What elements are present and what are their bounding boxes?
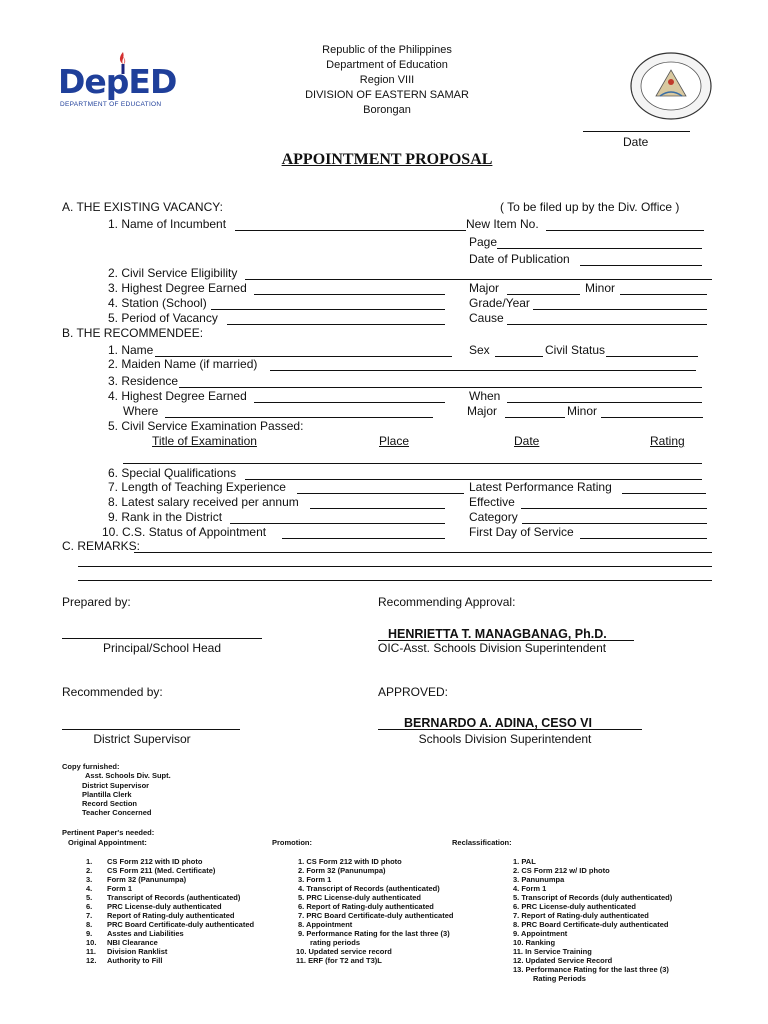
- sex-field[interactable]: [495, 356, 543, 357]
- date-label: Date: [623, 135, 649, 149]
- header-line-2: Department of Education: [326, 59, 448, 71]
- b9-label: 9. Rank in the District: [108, 510, 223, 524]
- orig-item: PRC License-duly authenticated: [107, 902, 222, 911]
- a4-label: 4. Station (School): [108, 296, 207, 310]
- approved-name: BERNARDO A. ADINA, CESO VI: [404, 716, 592, 730]
- b8-label: 8. Latest salary received per annum: [108, 495, 299, 509]
- date-pub-field[interactable]: [580, 265, 702, 266]
- seal-text: [630, 118, 712, 121]
- when-field[interactable]: [507, 402, 702, 403]
- a5-label: 5. Period of Vacancy: [108, 311, 218, 325]
- reclass-item: 1. PAL: [513, 857, 536, 866]
- col-rating: Rating: [650, 434, 685, 448]
- recommended-signature-line[interactable]: [62, 729, 240, 730]
- cause-field[interactable]: [507, 324, 707, 325]
- reclass-item: 7. Report of Rating-duly authenticated: [513, 911, 649, 920]
- a3-field[interactable]: [254, 294, 445, 295]
- orig-num: 10.: [86, 938, 97, 947]
- header-line-1: Republic of the Philippines: [322, 44, 452, 56]
- promo-item: 8. Appointment: [298, 920, 353, 929]
- b-minor-field[interactable]: [601, 417, 703, 418]
- orig-item: Division Ranklist: [107, 947, 168, 956]
- prepared-by-label: Prepared by:: [62, 595, 131, 609]
- b9-field[interactable]: [230, 523, 445, 524]
- a5-field[interactable]: [227, 324, 445, 325]
- orig-item: CS Form 211 (Med. Certificate): [107, 866, 216, 875]
- orig-num: 1.: [86, 857, 93, 866]
- original-label: Original Appointment:: [68, 838, 147, 847]
- where-field[interactable]: [165, 417, 433, 418]
- recommending-name: HENRIETTA T. MANAGBANAG, Ph.D.: [388, 627, 607, 641]
- header-line-5: Borongan: [363, 104, 411, 116]
- date-pub-label: Date of Publication: [469, 252, 570, 266]
- pertinent-label: Pertinent Paper's needed:: [62, 828, 155, 837]
- cause-label: Cause: [469, 311, 504, 325]
- promotion-label: Promotion:: [272, 838, 312, 847]
- reclass-label: Reclassification:: [452, 838, 512, 847]
- orig-item: PRC Board Certificate-duly authenticated: [107, 920, 255, 929]
- date-line: [583, 131, 690, 132]
- orig-num: 11.: [86, 947, 97, 956]
- reclass-item: 3. Panunumpa: [513, 875, 565, 884]
- sex-label: Sex: [469, 343, 490, 357]
- b10-field[interactable]: [282, 538, 445, 539]
- latest-perf-field[interactable]: [622, 493, 706, 494]
- orig-num: 5.: [86, 893, 93, 902]
- copy-furnished-label: Copy furnished:: [62, 762, 120, 771]
- b3-label: 3. Residence: [108, 374, 179, 388]
- orig-num: 7.: [86, 911, 93, 920]
- section-c-heading: C. REMARKS:: [62, 539, 141, 553]
- page-label: Page: [469, 235, 498, 249]
- promo-item: 1. CS Form 212 with ID photo: [298, 857, 402, 866]
- b4-field[interactable]: [254, 402, 445, 403]
- civil-status-label: Civil Status: [545, 343, 606, 357]
- orig-item: Form 32 (Panunumpa): [107, 875, 187, 884]
- approved-label: APPROVED:: [378, 685, 449, 699]
- b-major-label: Major: [467, 404, 498, 418]
- division-seal: [630, 52, 712, 120]
- reclass-item: 12. Updated Service Record: [513, 956, 613, 965]
- remarks-line-1[interactable]: [134, 552, 712, 553]
- b-minor-label: Minor: [567, 404, 598, 418]
- a2-field[interactable]: [245, 279, 712, 280]
- orig-num: 4.: [86, 884, 93, 893]
- deped-logo: [58, 50, 176, 112]
- effective-field[interactable]: [521, 508, 707, 509]
- cf-item-2: District Supervisor: [82, 781, 150, 790]
- a-major-field[interactable]: [507, 294, 580, 295]
- prepared-role: Principal/School Head: [102, 641, 222, 655]
- section-a-note: ( To be filed up by the Div. Office ): [500, 200, 680, 214]
- promo-item: 4. Transcript of Records (authenticated): [298, 884, 440, 893]
- promo-item: rating periods: [310, 938, 361, 947]
- reclass-item: 10. Ranking: [513, 938, 556, 947]
- logo-text: DepED: [58, 62, 177, 101]
- category-field[interactable]: [522, 523, 707, 524]
- promo-item: 7. PRC Board Certificate-duly authenticated: [298, 911, 454, 920]
- exam-entry-field[interactable]: [123, 463, 702, 464]
- cf-item-1: Asst. Schools Div. Supt.: [85, 771, 171, 780]
- b8-field[interactable]: [310, 508, 445, 509]
- new-item-label: New Item No.: [466, 217, 539, 231]
- reclass-item: 9. Appointment: [513, 929, 568, 938]
- orig-item: NBI Clearance: [107, 938, 158, 947]
- civil-status-field[interactable]: [606, 356, 698, 357]
- orig-item: Transcript of Records (authenticated): [107, 893, 241, 902]
- orig-item: Form 1: [107, 884, 133, 893]
- orig-item: CS Form 212 with ID photo: [107, 857, 203, 866]
- b6-label: 6. Special Qualifications: [108, 466, 237, 480]
- a-major-label: Major: [469, 281, 500, 295]
- promo-item: 2. Form 32 (Panunumpa): [298, 866, 386, 875]
- promo-item: 3. Form 1: [298, 875, 332, 884]
- col-title-exam: Title of Examination: [152, 434, 257, 448]
- reclass-item: 13. Performance Rating for the last three (3): [513, 965, 669, 974]
- b7-label: 7. Length of Teaching Experience: [108, 480, 286, 494]
- orig-num: 8.: [86, 920, 93, 929]
- b4-label: 4. Highest Degree Earned: [108, 389, 247, 403]
- cf-item-4: Record Section: [82, 799, 138, 808]
- col-place: Place: [379, 434, 410, 448]
- approved-role: Schools Division Superintendent: [418, 732, 592, 746]
- prepared-signature-line[interactable]: [62, 638, 262, 639]
- reclass-item: 5. Transcript of Records (duly authenticated): [513, 893, 673, 902]
- a-minor-label: Minor: [585, 281, 616, 295]
- recommending-label: Recommending Approval:: [378, 595, 516, 609]
- orig-num: 2.: [86, 866, 93, 875]
- reclass-item: 11. In Service Training: [513, 947, 592, 956]
- a-minor-field[interactable]: [620, 294, 707, 295]
- recommended-by-label: Recommended by:: [62, 685, 163, 699]
- b3-field[interactable]: [179, 387, 702, 388]
- b7-field[interactable]: [297, 493, 464, 494]
- first-day-label: First Day of Service: [469, 525, 574, 539]
- promo-item: 6. Report of Rating-duly authenticated: [298, 902, 434, 911]
- when-label: When: [469, 389, 501, 403]
- a1-label: 1. Name of Incumbent: [108, 217, 227, 231]
- a4-field[interactable]: [211, 309, 445, 310]
- reclass-item: 8. PRC Board Certificate-duly authenticated: [513, 920, 669, 929]
- where-label: Where: [123, 404, 159, 418]
- reclass-item: Rating Periods: [533, 974, 586, 983]
- latest-perf-label: Latest Performance Rating: [469, 480, 612, 494]
- remarks-line-3[interactable]: [78, 580, 712, 581]
- orig-num: 3.: [86, 875, 93, 884]
- b2-label: 2. Maiden Name (if married): [108, 357, 258, 371]
- grade-year-field[interactable]: [533, 309, 707, 310]
- cf-item-5: Teacher Concerned: [82, 808, 152, 817]
- a3-label: 3. Highest Degree Earned: [108, 281, 247, 295]
- orig-num: 9.: [86, 929, 93, 938]
- cf-item-3: Plantilla Clerk: [82, 790, 132, 799]
- promo-item: 5. PRC License-duly authenticated: [298, 893, 421, 902]
- orig-item: Asstes and Liabilities: [107, 929, 184, 938]
- header-line-3: Region VIII: [359, 74, 415, 86]
- a2-label: 2. Civil Service Eligibility: [108, 266, 238, 280]
- b1-label: 1. Name: [108, 343, 154, 357]
- effective-label: Effective: [469, 495, 515, 509]
- remarks-line-2[interactable]: [78, 566, 712, 567]
- page-field[interactable]: [497, 248, 702, 249]
- logo-subtext: DEPARTMENT OF EDUCATION: [60, 101, 162, 108]
- first-day-field[interactable]: [580, 538, 707, 539]
- b10-label: 10. C.S. Status of Appointment: [102, 525, 267, 539]
- page-title: APPOINTMENT PROPOSAL: [281, 151, 493, 168]
- reclass-item: 6. PRC License-duly authenticated: [513, 902, 636, 911]
- recommended-role: District Supervisor: [93, 732, 191, 746]
- orig-num: 12.: [86, 956, 97, 965]
- promo-item: 11. ERF (for T2 and T3)L: [296, 956, 382, 965]
- new-item-field[interactable]: [546, 230, 704, 231]
- orig-num: 6.: [86, 902, 93, 911]
- b-major-field[interactable]: [505, 417, 565, 418]
- section-b-heading: B. THE RECOMMENDEE:: [62, 326, 204, 340]
- b2-field[interactable]: [270, 370, 696, 371]
- header-line-4: DIVISION OF EASTERN SAMAR: [305, 89, 469, 101]
- reclass-item: 4. Form 1: [513, 884, 547, 893]
- orig-item: Report of Rating-duly authenticated: [107, 911, 235, 920]
- approved-name-line: [378, 729, 642, 730]
- reclass-item: 2. CS Form 212 w/ ID photo: [513, 866, 610, 875]
- category-label: Category: [469, 510, 518, 524]
- promo-item: 10. Updated service record: [296, 947, 392, 956]
- recommending-role: OIC-Asst. Schools Division Superintendent: [378, 641, 607, 655]
- promo-item: 9. Performance Rating for the last three (3): [298, 929, 450, 938]
- section-a-heading: A. THE EXISTING VACANCY:: [62, 200, 223, 214]
- orig-item: Authority to Fill: [107, 956, 163, 965]
- col-date: Date: [514, 434, 540, 448]
- b5-label: 5. Civil Service Examination Passed:: [108, 419, 304, 433]
- grade-year-label: Grade/Year: [469, 296, 530, 310]
- a1-field[interactable]: [235, 230, 466, 231]
